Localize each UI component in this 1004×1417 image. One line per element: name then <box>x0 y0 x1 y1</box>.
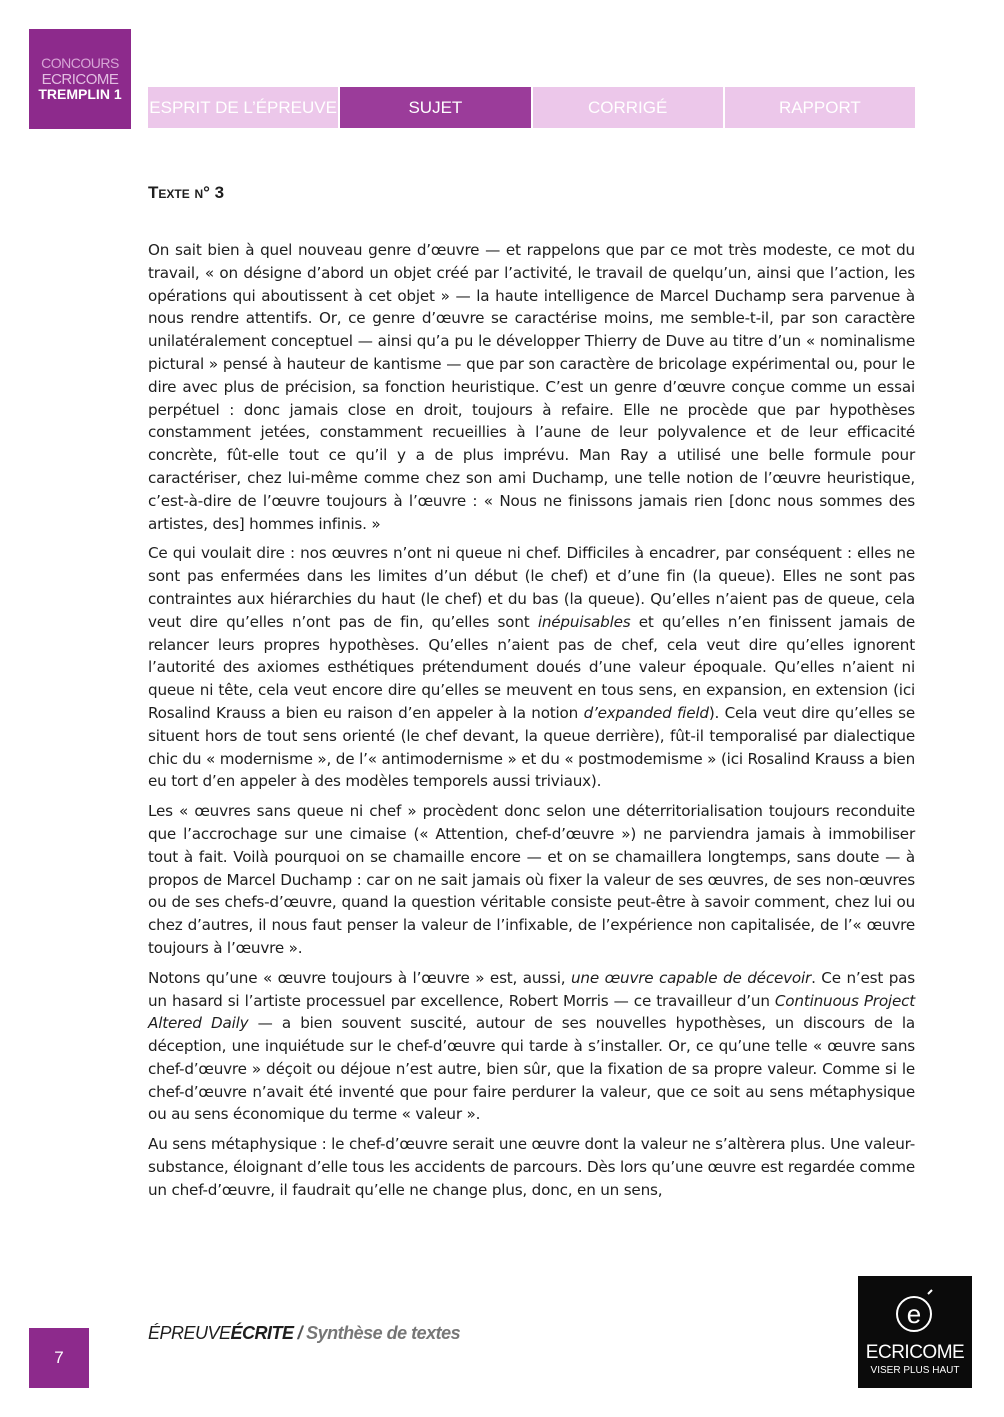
tab-sujet[interactable]: SUJET <box>340 87 530 128</box>
logo-concours: CONCOURS <box>41 55 119 71</box>
tab-esprit-epreuve[interactable]: ESPRIT DE L’ÉPREUVE <box>148 87 338 128</box>
italic-text: d’expanded field <box>583 703 709 722</box>
brand-tagline: VISER PLUS HAUT <box>870 1365 960 1376</box>
text-title: Texte n° 3 <box>148 183 225 202</box>
italic-text: une œuvre capable de décevoir <box>571 968 812 987</box>
brand-name: ECRICOME <box>865 1342 965 1363</box>
paragraph-2 <box>148 542 915 793</box>
tab-corrige[interactable]: CORRIGÉ <box>533 87 723 128</box>
paragraph-3 <box>148 800 915 960</box>
text-segment: et qu’elles n’en finissent jamais de relancer leurs propres hypothèses. Qu’elles n’aient pas de chef, cela veut dire qu’elles ignorent l’autorité des axiomes esthétiques prétendument doués d’une valeur époquale. Qu’elles n’aient ni queue ni tête, cela veut encore dire qu’elles se meuvent en tous sens, en expansion, en extension (ici Rosalind Krauss a bien eu raison d’en appeler à la notion <box>148 612 915 722</box>
paragraph-4 <box>148 967 915 1127</box>
text-segment: Au sens métaphysique : le chef-d’œuvre serait une œuvre dont la valeur ne s’altèrera plus. Une valeur-substance, éloignant d’elle tous les accidents de parcours. Dès lors qu’une œuvre est regardée comme un chef-d’œuvre, il faudrait qu’elle ne change plus, donc, en un sens, <box>148 1135 915 1199</box>
concours-logo <box>29 29 131 129</box>
text-segment: ). Cela veut dire qu’elles se situent hors de tout sens orienté (le chef devant, la queue derrière), fût-il temporalisé par dialectique chic du « modernisme », de l’« antimodernisme » et du « postmodemisme » (ici Rosalind Krauss a bien eu tort d’en appeler à des modèles temporels aussi triviaux). <box>148 703 916 791</box>
footer-separator: / <box>297 1323 303 1343</box>
footer-ecrite: ÉCRITE <box>230 1323 294 1343</box>
italic-text: Continuous Project Altered Daily <box>148 991 915 1033</box>
ecricome-brand-logo <box>858 1276 972 1388</box>
brand-e-glyph: e <box>906 1299 922 1329</box>
tab-rapport[interactable]: RAPPORT <box>725 87 915 128</box>
text-segment: Les « œuvres sans queue ni chef » procèdent donc selon une déterritorialisation toujours reconduite que l’accrochage sur une cimaise (« Attention, chef-d’œuvre ») ne parviendra jamais à immobiliser tout à fait. Voilà pourquoi on se chamaille encore — et on se chamaillera longtemps, sans doute — à propos de Marcel Duchamp : car on ne sait jamais où fixer la valeur de ses œuvres, de ses non-œuvres ou de ses chefs-d’œuvre, quand la question véritable consiste peut-être à savoir comment, chez lui ou chez d’autres, il nous faut penser la valeur de l’infixable, de l’expérience non capitalisée, de l’« œuvre toujours à l’œuvre ». <box>148 802 915 957</box>
logo-tremplin: TREMPLIN 1 <box>38 86 122 102</box>
text-segment: . Ce n’est pas un hasard si l’artiste processuel par excellence, Robert Morris — ce travailleur d’un <box>148 968 915 1010</box>
logo-ecricome: ECRICOME <box>41 71 119 88</box>
footer-caption <box>148 1323 460 1344</box>
paragraph-1 <box>148 239 915 535</box>
footer-subtitle: Synthèse de textes <box>306 1323 461 1343</box>
document-body <box>148 239 915 1209</box>
text-segment: Notons qu’une « œuvre toujours à l’œuvre » est, aussi, <box>148 968 571 987</box>
text-segment: Ce qui voulait dire : nos œuvres n’ont ni queue ni chef. Difficiles à encadrer, par conséquent : elles ne sont pas enfermées dans les limites d’un début (le chef) et d’une fin (la queue). Elles ne sont pas contraintes aux hiérarchies du haut (le chef) et du bas (la queue). Qu’elles n’aient pas de queue, cela veut dire qu’elles n’ont pas de fin, qu’elles sont <box>148 544 915 631</box>
page-number: 7 <box>29 1328 89 1388</box>
paragraph-5 <box>148 1133 915 1201</box>
footer-epreuve: ÉPREUVE <box>148 1323 231 1343</box>
section-tabs <box>148 87 915 128</box>
italic-text: inépuisables <box>537 612 631 631</box>
text-segment: — a bien souvent suscité, autour de ses nouvelles hypothèses, un discours de la déception, une inquiétude sur le chef-d’œuvre qui tarde à s’installer. Or, ce qu’une telle « œuvre sans chef-d’œuvre » déçoit ou déjoue n’est autre, bien sûr, que la fixation de sa propre valeur. Comme si le chef-d’œuvre n’avait été inventé que pour faire perdurer la valeur, que ce soit au sens métaphysique ou au sens économique du terme « valeur ». <box>148 1014 915 1124</box>
text-segment: On sait bien à quel nouveau genre d’œuvre — et rappelons que par ce mot très modeste, ce mot du travail, « on désigne d’abord un objet créé par l’activité, le travail de quelqu’un, ainsi que l’action, les opérations qui aboutissent à cet objet » — la haute intelligence de Marcel Duchamp sera parvenue à nous rendre attentifs. Or, ce genre d’œuvre se caractérise moins, me semble-t-il, par son caractère unilatéralement conceptuel — ainsi qu’a pu le développer Thierry de Duve au titre d’un « nominalisme pictural » pensé à hauteur de kantisme — que par son caractère de bricolage expérimental ou, pour le dire avec plus de précision, sa fonction heuristique. C’est un genre d’œuvre conçue comme un essai perpétuel : donc jamais close en droit, toujours à refaire. Elle ne procède que par hypothèses constamment jetées, constamment recueillies à l’aune de leur polyvalence et de leur efficacité concrète, fût-elle tout ce qu’il y a de plus imprévu. Man Ray a utilisé une belle formule pour caractériser, chez lui-même comme chez son ami Duchamp, une telle notion de l’œuvre heuristique, c’est-à-dire de l’œuvre toujours à l’œuvre : « Nous ne finissons jamais rien [donc nous sommes des artistes, des] hommes infinis. » <box>148 241 915 533</box>
ecricome-e-icon <box>895 1288 935 1334</box>
